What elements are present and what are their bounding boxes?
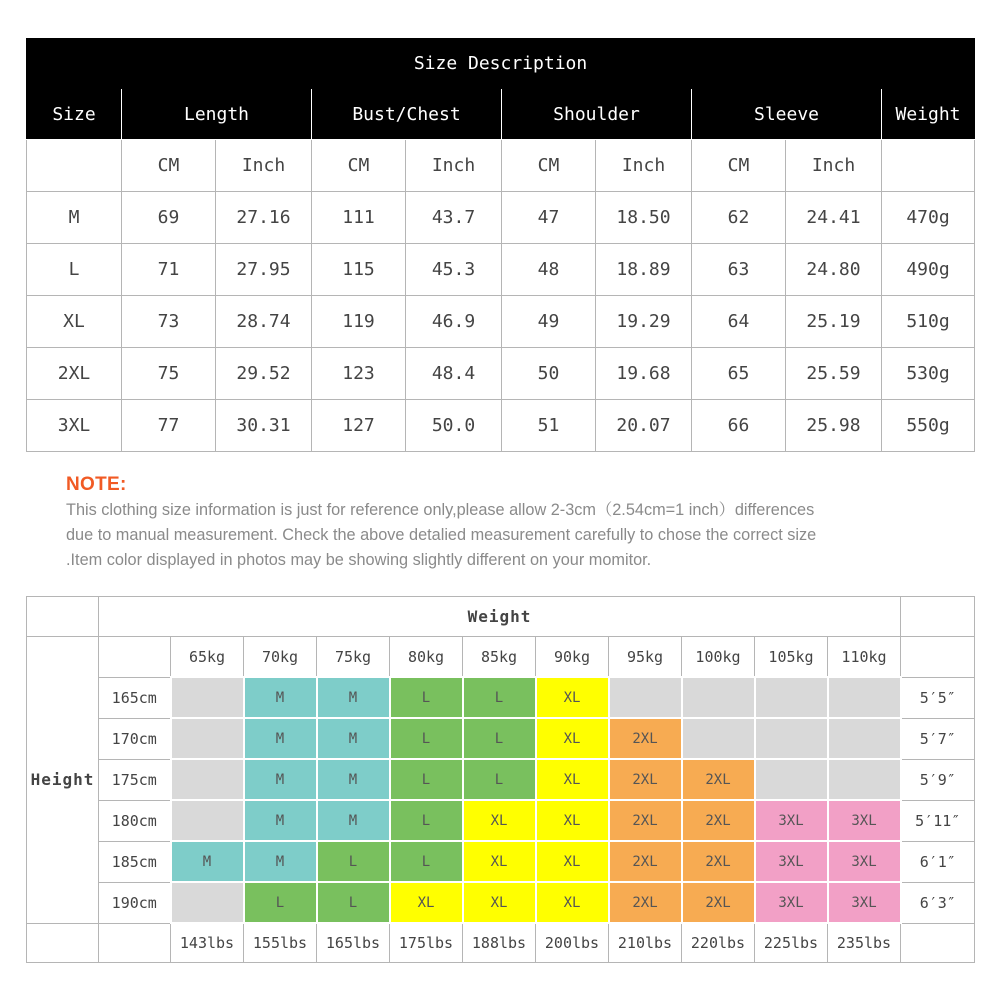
header-length: Length: [122, 89, 312, 140]
size-recommendation-cell: XL: [536, 718, 609, 759]
size-label-cell: 3XL: [27, 400, 122, 452]
measurement-cell: 75: [122, 348, 216, 400]
size-recommendation-cell: 2XL: [609, 800, 682, 841]
measurement-cell: 48.4: [406, 348, 502, 400]
measurement-cell: 49: [502, 296, 596, 348]
measurement-cell: 45.3: [406, 244, 502, 296]
height-row: [27, 677, 975, 718]
size-recommendation-cell: M: [171, 841, 244, 882]
note-line: due to manual measurement. Check the above detalied measurement carefully to chose the correct size: [66, 526, 817, 544]
size-recommendation-cell: [755, 759, 828, 800]
size-row: [27, 400, 975, 452]
measurement-cell: 24.41: [786, 192, 882, 244]
weight-kg-cell: 85kg: [463, 637, 536, 678]
unit-cell: Inch: [406, 140, 502, 192]
measurement-cell: 65: [692, 348, 786, 400]
size-recommendation-cell: [171, 677, 244, 718]
size-recommendation-cell: [682, 677, 755, 718]
size-recommendation-cell: L: [317, 882, 390, 923]
unit-cell: Inch: [596, 140, 692, 192]
measurement-cell: 28.74: [216, 296, 312, 348]
size-recommendation-cell: L: [317, 841, 390, 882]
header-sleeve: Sleeve: [692, 89, 882, 140]
size-recommendation-cell: M: [244, 800, 317, 841]
size-recommendation-cell: 3XL: [828, 800, 901, 841]
size-recommendation-cell: 3XL: [755, 800, 828, 841]
unit-cell: CM: [502, 140, 596, 192]
height-row: [27, 718, 975, 759]
measurement-cell: 66: [692, 400, 786, 452]
measurement-cell: 50.0: [406, 400, 502, 452]
weight-lbs-cell: 235lbs: [828, 923, 901, 963]
weight-lbs-cell: 200lbs: [536, 923, 609, 963]
measurement-cell: 550g: [882, 400, 975, 452]
weight-kg-cell: 70kg: [244, 637, 317, 678]
measurement-cell: 51: [502, 400, 596, 452]
size-recommendation-cell: L: [244, 882, 317, 923]
size-recommendation-cell: 3XL: [828, 841, 901, 882]
size-recommendation-cell: [682, 718, 755, 759]
unit-cell-empty: [27, 140, 122, 192]
height-cm-cell: 190cm: [99, 882, 171, 923]
measurement-cell: 77: [122, 400, 216, 452]
size-recommendation-cell: 2XL: [682, 882, 755, 923]
size-row: [27, 348, 975, 400]
measurement-cell: 510g: [882, 296, 975, 348]
weight-lbs-cell: 155lbs: [244, 923, 317, 963]
size-label-cell: 2XL: [27, 348, 122, 400]
measurement-cell: 119: [312, 296, 406, 348]
height-row: [27, 800, 975, 841]
corner-cell: [27, 923, 99, 963]
measurement-cell: 63: [692, 244, 786, 296]
height-cm-cell: 165cm: [99, 677, 171, 718]
size-recommendation-cell: M: [244, 759, 317, 800]
measurement-cell: 71: [122, 244, 216, 296]
size-recommendation-cell: L: [390, 841, 463, 882]
size-recommendation-cell: [171, 759, 244, 800]
weight-kg-cell: 65kg: [171, 637, 244, 678]
size-recommendation-cell: M: [317, 759, 390, 800]
corner-cell: [99, 637, 171, 678]
size-recommendation-cell: XL: [536, 882, 609, 923]
measurement-cell: 19.68: [596, 348, 692, 400]
unit-cell: CM: [122, 140, 216, 192]
measurement-cell: 470g: [882, 192, 975, 244]
unit-cell-empty: [882, 140, 975, 192]
height-cm-cell: 185cm: [99, 841, 171, 882]
size-recommendation-cell: 2XL: [682, 759, 755, 800]
height-ft-cell: 5′9″: [901, 759, 975, 800]
size-recommendation-cell: L: [463, 677, 536, 718]
header-bust-chest: Bust/Chest: [312, 89, 502, 140]
size-recommendation-cell: M: [317, 718, 390, 759]
height-weight-size-chart: [26, 596, 975, 963]
measurement-cell: 50: [502, 348, 596, 400]
size-recommendation-cell: 3XL: [755, 882, 828, 923]
size-recommendation-cell: L: [390, 677, 463, 718]
weight-lbs-cell: 175lbs: [390, 923, 463, 963]
measurement-cell: 530g: [882, 348, 975, 400]
size-recommendation-cell: XL: [536, 759, 609, 800]
height-ft-cell: 6′3″: [901, 882, 975, 923]
weight-kg-cell: 90kg: [536, 637, 609, 678]
header-size: Size: [27, 89, 122, 140]
size-recommendation-cell: [171, 718, 244, 759]
size-row: [27, 244, 975, 296]
unit-cell: Inch: [786, 140, 882, 192]
weight-title: Weight: [99, 597, 901, 637]
size-recommendation-cell: M: [317, 677, 390, 718]
height-ft-cell: 5′7″: [901, 718, 975, 759]
size-recommendation-cell: [755, 677, 828, 718]
measurement-cell: 25.19: [786, 296, 882, 348]
corner-cell: [901, 597, 975, 637]
weight-kg-cell: 100kg: [682, 637, 755, 678]
measurement-cell: 18.50: [596, 192, 692, 244]
size-recommendation-cell: [171, 800, 244, 841]
measurement-cell: 62: [692, 192, 786, 244]
size-recommendation-cell: L: [390, 718, 463, 759]
size-recommendation-cell: [828, 759, 901, 800]
weight-lbs-row: [27, 923, 975, 963]
weight-lbs-cell: 188lbs: [463, 923, 536, 963]
measurement-cell: 19.29: [596, 296, 692, 348]
measurement-cell: 490g: [882, 244, 975, 296]
weight-lbs-cell: 165lbs: [317, 923, 390, 963]
height-row: [27, 841, 975, 882]
size-recommendation-cell: XL: [463, 800, 536, 841]
unit-row: [27, 140, 975, 192]
measurement-cell: 18.89: [596, 244, 692, 296]
height-ft-cell: 6′1″: [901, 841, 975, 882]
measurement-cell: 115: [312, 244, 406, 296]
height-row: [27, 759, 975, 800]
height-ft-cell: 5′5″: [901, 677, 975, 718]
weight-kg-cell: 105kg: [755, 637, 828, 678]
size-recommendation-cell: M: [317, 800, 390, 841]
size-recommendation-cell: 2XL: [682, 841, 755, 882]
size-table-title: Size Description: [27, 39, 975, 89]
note-body: [66, 498, 966, 573]
size-recommendation-cell: L: [390, 759, 463, 800]
weight-kg-cell: 110kg: [828, 637, 901, 678]
size-row: [27, 296, 975, 348]
measurement-cell: 48: [502, 244, 596, 296]
weight-lbs-cell: 220lbs: [682, 923, 755, 963]
measurement-cell: 25.59: [786, 348, 882, 400]
weight-lbs-cell: 143lbs: [171, 923, 244, 963]
note-line: This clothing size information is just for reference only,please allow 2-3cm（2.54cm=1 inch）differences: [66, 501, 815, 519]
size-recommendation-cell: L: [390, 800, 463, 841]
size-row: [27, 192, 975, 244]
note-title: NOTE:: [66, 474, 127, 495]
size-recommendation-cell: M: [244, 841, 317, 882]
size-recommendation-cell: XL: [463, 841, 536, 882]
size-recommendation-cell: [828, 677, 901, 718]
measurement-cell: 24.80: [786, 244, 882, 296]
weight-kg-cell: 80kg: [390, 637, 463, 678]
measurement-cell: 111: [312, 192, 406, 244]
header-weight: Weight: [882, 89, 975, 140]
header-shoulder: Shoulder: [502, 89, 692, 140]
size-recommendation-cell: [828, 718, 901, 759]
size-label-cell: L: [27, 244, 122, 296]
size-recommendation-cell: XL: [536, 841, 609, 882]
size-recommendation-cell: 3XL: [755, 841, 828, 882]
size-recommendation-cell: XL: [536, 800, 609, 841]
size-recommendation-cell: 3XL: [828, 882, 901, 923]
height-cm-cell: 170cm: [99, 718, 171, 759]
size-recommendation-cell: 2XL: [609, 882, 682, 923]
height-cm-cell: 180cm: [99, 800, 171, 841]
size-recommendation-cell: 2XL: [609, 841, 682, 882]
note-section: [66, 474, 966, 573]
measurement-cell: 47: [502, 192, 596, 244]
size-recommendation-cell: M: [244, 718, 317, 759]
size-recommendation-cell: XL: [463, 882, 536, 923]
size-description-table: [26, 38, 975, 452]
measurement-cell: 43.7: [406, 192, 502, 244]
corner-cell: [901, 637, 975, 678]
size-label-cell: XL: [27, 296, 122, 348]
measurement-cell: 25.98: [786, 400, 882, 452]
measurement-cell: 27.95: [216, 244, 312, 296]
height-ft-cell: 5′11″: [901, 800, 975, 841]
weight-lbs-cell: 210lbs: [609, 923, 682, 963]
measurement-cell: 27.16: [216, 192, 312, 244]
measurement-cell: 123: [312, 348, 406, 400]
size-recommendation-cell: 2XL: [609, 759, 682, 800]
measurement-cell: 73: [122, 296, 216, 348]
size-recommendation-cell: 2XL: [682, 800, 755, 841]
unit-cell: CM: [692, 140, 786, 192]
size-recommendation-cell: L: [463, 718, 536, 759]
measurement-cell: 64: [692, 296, 786, 348]
measurement-cell: 29.52: [216, 348, 312, 400]
size-recommendation-cell: L: [463, 759, 536, 800]
corner-cell: [901, 923, 975, 963]
size-recommendation-cell: [755, 718, 828, 759]
measurement-cell: 127: [312, 400, 406, 452]
size-recommendation-cell: XL: [536, 677, 609, 718]
unit-cell: CM: [312, 140, 406, 192]
note-line: .Item color displayed in photos may be showing slightly different on your momitor.: [66, 551, 652, 569]
height-row: [27, 882, 975, 923]
size-label-cell: M: [27, 192, 122, 244]
size-recommendation-cell: [171, 882, 244, 923]
kg-header-row: [27, 637, 975, 678]
unit-cell: Inch: [216, 140, 312, 192]
weight-kg-cell: 95kg: [609, 637, 682, 678]
measurement-cell: 20.07: [596, 400, 692, 452]
corner-cell: [27, 597, 99, 637]
size-recommendation-cell: 2XL: [609, 718, 682, 759]
height-title: Height: [27, 637, 99, 924]
weight-kg-cell: 75kg: [317, 637, 390, 678]
size-recommendation-cell: XL: [390, 882, 463, 923]
measurement-cell: 69: [122, 192, 216, 244]
measurement-cell: 46.9: [406, 296, 502, 348]
corner-cell: [99, 923, 171, 963]
height-cm-cell: 175cm: [99, 759, 171, 800]
weight-lbs-cell: 225lbs: [755, 923, 828, 963]
size-recommendation-cell: [609, 677, 682, 718]
weight-title-row: [27, 597, 975, 637]
measurement-cell: 30.31: [216, 400, 312, 452]
size-recommendation-cell: M: [244, 677, 317, 718]
